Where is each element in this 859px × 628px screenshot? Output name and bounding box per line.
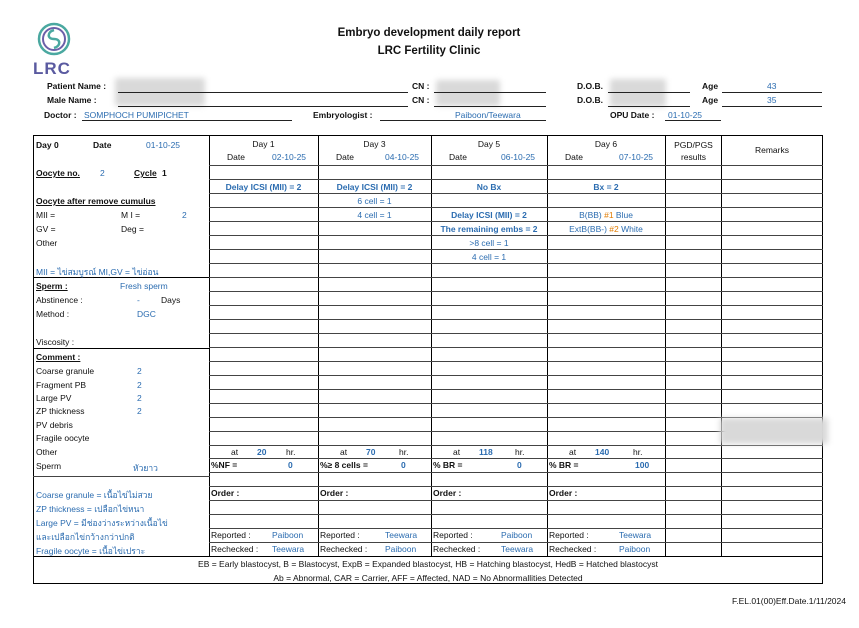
grid-row-line [209, 445, 823, 446]
day-row-cell: 4 cell = 1 [471, 252, 507, 262]
stat-value: 0 [517, 460, 522, 470]
cycle-value: 1 [162, 168, 167, 178]
grid-row-line [209, 193, 823, 194]
sperm-value: Fresh sperm [120, 281, 168, 291]
grid-row-line [209, 333, 823, 334]
day-row-cell [547, 224, 665, 234]
day-row-text: Blue [613, 210, 633, 220]
doctor-label: Doctor : [44, 110, 77, 120]
rechecked-value: Teewara [501, 544, 534, 554]
grid-row-line [209, 389, 823, 390]
opu-label: OPU Date : [610, 110, 655, 120]
note-zp: ZP thickness = เปลือกไข่หนา [36, 504, 145, 514]
grid-row-line [209, 249, 823, 250]
note-largepv-2: และเปลือกไข่กว้างกว่าปกติ [36, 532, 135, 542]
pvdebris-label: PV debris [36, 420, 73, 430]
reported-value: Paiboon [501, 530, 533, 540]
hours-value: 20 [257, 447, 267, 457]
embryologist-value: Paiboon/Teewara [455, 110, 521, 120]
mii-note: MII = ไข่สมบูรณ์ MI,GV = ไข่อ่อน [36, 267, 159, 277]
day-row-text: B(BB) [579, 210, 605, 220]
day-row-cell: Bx = 2 [593, 182, 619, 192]
clinic-logo [33, 22, 75, 78]
day-date-label: Date [336, 152, 354, 162]
other-label: Other [36, 238, 58, 248]
stat-label: %≥ 8 cells = [320, 460, 368, 470]
day-row-cell: Delay ICSI (MII) = 2 [451, 210, 527, 220]
day-row-cell: The remaining embs = 2 [440, 224, 538, 234]
clinic-name: LRC Fertility Clinic [377, 45, 481, 57]
comment-label: Comment : [36, 352, 81, 362]
day-title: Day 3 [363, 139, 386, 149]
report-title: Embryo development daily report [337, 27, 521, 39]
reported-label: Reported : [320, 530, 360, 540]
cycle-label: Cycle [134, 168, 157, 178]
dob-label: D.O.B. [577, 81, 603, 91]
day-row-text: ExtB(BB-) [569, 224, 610, 234]
day-date-label: Date [449, 152, 467, 162]
hr-label: hr. [399, 447, 409, 457]
day-title: Day 1 [252, 139, 275, 149]
grid-row-line [209, 347, 823, 348]
day-date-label: Date [565, 152, 583, 162]
grid-row-line [209, 263, 823, 264]
day0-date-label: Date [93, 140, 112, 150]
fragile-label: Fragile oocyte [36, 433, 90, 443]
grid-row-line [209, 458, 823, 459]
day-title: Day 5 [477, 139, 501, 149]
day-row-cell: No Bx [476, 182, 502, 192]
grid-row-line [209, 472, 823, 473]
opu-value: 01-10-25 [668, 110, 703, 120]
logo-emblem-icon [33, 22, 75, 56]
method-value: DGC [137, 309, 156, 319]
stat-label: %NF = [211, 460, 238, 470]
age-label-2: Age [702, 95, 719, 105]
legend-results: Ab = Abnormal, CAR = Carrier, AFF = Affected, NAD = No Abnormallities Detected [273, 573, 583, 583]
cn-label-2: CN : [412, 95, 430, 105]
coarse-value: 2 [137, 366, 142, 376]
other2-label: Other [36, 447, 58, 457]
stat-value: 0 [401, 460, 406, 470]
hr-label: hr. [286, 447, 296, 457]
note-fragile: Fragile oocyte = เนื้อไข่เปราะ [36, 546, 146, 556]
age-male-value: 35 [767, 95, 777, 105]
grid-row-line [209, 305, 823, 306]
day-row-cell: >8 cell = 1 [469, 238, 509, 248]
at-label: at [569, 447, 577, 457]
grid-row-line [209, 277, 823, 278]
order-label: Order : [320, 488, 349, 498]
grid-row-line [209, 207, 823, 208]
zp-value: 2 [137, 406, 142, 416]
reported-label: Reported : [211, 530, 251, 540]
day-date-value: 02-10-25 [272, 152, 307, 162]
abstinence-label: Abstinence : [36, 295, 83, 305]
dob-redacted [610, 79, 666, 107]
after-cumulus-label: Oocyte after remove cumulus [36, 196, 156, 206]
reported-value: Paiboon [272, 530, 304, 540]
sperm2-label: Sperm [36, 461, 62, 471]
method-label: Method : [36, 309, 70, 319]
stat-label: % BR = [549, 460, 579, 470]
gv-label: GV = [36, 224, 56, 234]
rechecked-label: Rechecked : [211, 544, 259, 554]
day-row-text: White [618, 224, 643, 234]
deg-label: Deg = [121, 224, 144, 234]
abstinence-value: - [137, 295, 140, 305]
at-label: at [231, 447, 239, 457]
sperm2-value: หัวยาว [133, 463, 158, 473]
at-label: at [453, 447, 461, 457]
grid-row-line [209, 179, 823, 180]
order-label: Order : [433, 488, 462, 498]
grid-row-line [209, 375, 823, 376]
pgd-header: PGD/PGS results [674, 140, 713, 162]
rechecked-label: Rechecked : [549, 544, 597, 554]
grid-row-line [209, 291, 823, 292]
remarks-header: Remarks [754, 145, 789, 155]
age-label: Age [702, 81, 719, 91]
embryo-number: #2 [609, 224, 619, 234]
grid-row-line [209, 319, 823, 320]
day-date-value: 04-10-25 [385, 152, 420, 162]
rechecked-value: Paiboon [385, 544, 417, 554]
mi-label: M I = [121, 210, 141, 220]
mi-value: 2 [182, 210, 187, 220]
hours-value: 118 [479, 447, 493, 457]
cn-label: CN : [412, 81, 430, 91]
patient-name-label: Patient Name : [47, 81, 107, 91]
reported-label: Reported : [433, 530, 473, 540]
reported-label: Reported : [549, 530, 589, 540]
day0-date-value: 01-10-25 [146, 140, 181, 150]
reported-value: Teewara [619, 530, 652, 540]
stat-value: 100 [635, 460, 650, 470]
embryologist-label: Embryologist : [313, 110, 373, 120]
order-label: Order : [211, 488, 240, 498]
grid-row-line [209, 361, 823, 362]
stat-label: % BR = [433, 460, 463, 470]
grid-row-line [209, 500, 823, 501]
days-label: Days [161, 295, 181, 305]
hr-label: hr. [633, 447, 643, 457]
doctor-value: SOMPHOCH PUMIPICHET [84, 110, 189, 120]
day-row-cell: Delay ICSI (MII) = 2 [225, 182, 302, 192]
note-largepv: Large PV = มีช่องว่างระหว่างเนื้อไข่ [36, 518, 168, 528]
male-name-label: Male Name : [47, 95, 97, 105]
fragment-label: Fragment PB [36, 380, 87, 390]
hours-value: 140 [595, 447, 610, 457]
day-date-label: Date [227, 152, 245, 162]
oocyte-no-value: 2 [100, 168, 105, 178]
fragment-value: 2 [137, 380, 142, 390]
day-row-cell: 4 cell = 1 [357, 210, 392, 220]
grid-row-line [209, 235, 823, 236]
grid-row-line [209, 403, 823, 404]
remarks-redacted [720, 418, 828, 444]
day0-label: Day 0 [36, 140, 59, 150]
cn-redacted [436, 80, 500, 106]
grid-row-line [209, 165, 823, 166]
age-female-value: 43 [767, 81, 777, 91]
stat-value: 0 [288, 460, 293, 470]
hours-value: 70 [366, 447, 376, 457]
reported-value: Teewara [385, 530, 418, 540]
largepv-label: Large PV [36, 393, 72, 403]
rechecked-value: Paiboon [619, 544, 651, 554]
grid-row-line [209, 514, 823, 515]
coarse-label: Coarse granule [36, 366, 95, 376]
at-label: at [340, 447, 348, 457]
day-row-cell: 6 cell = 1 [357, 196, 392, 206]
oocyte-no-label: Oocyte no. [36, 168, 80, 178]
legend-blastocyst: EB = Early blastocyst, B = Blastocyst, ExpB = Expanded blastocyst, HB = Hatching blastocyst, HedB = Hatched blastocyst [198, 559, 658, 569]
rechecked-label: Rechecked : [433, 544, 481, 554]
viscosity-label: Viscosity : [36, 337, 75, 347]
grid-row-line [209, 528, 823, 529]
day-date-value: 07-10-25 [619, 152, 654, 162]
grid-row-line [209, 486, 823, 487]
day-row-cell [547, 210, 665, 220]
mii-label: MII = [36, 210, 56, 220]
hr-label: hr. [515, 447, 525, 457]
grid-row-line [209, 542, 823, 543]
sperm-label: Sperm : [36, 281, 68, 291]
logo-text: LRC [33, 59, 71, 78]
day-date-value: 06-10-25 [501, 152, 536, 162]
zp-label: ZP thickness [36, 406, 85, 416]
grid-row-line [209, 221, 823, 222]
form-code: F.EL.01(00)Eff.Date.1/11/2024 [731, 596, 846, 606]
rechecked-value: Teewara [272, 544, 305, 554]
rechecked-label: Rechecked : [320, 544, 368, 554]
dob-label-2: D.O.B. [577, 95, 603, 105]
day-title: Day 6 [594, 139, 618, 149]
embryo-number: #1 [604, 210, 614, 220]
day-row-cell: Delay ICSI (MII) = 2 [336, 182, 413, 192]
largepv-value: 2 [137, 393, 142, 403]
note-coarse: Coarse granule = เนื้อไข่ไม่สวย [36, 490, 153, 500]
order-label: Order : [549, 488, 578, 498]
